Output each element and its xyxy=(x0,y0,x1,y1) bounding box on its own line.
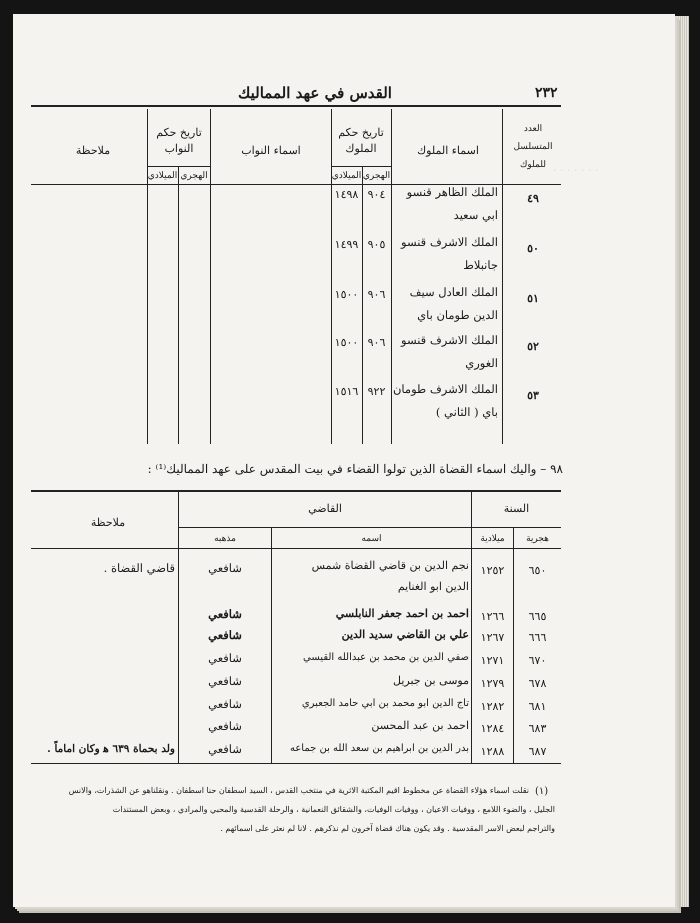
header-dep-hijri: الهجري xyxy=(180,171,208,181)
king-seq: ٥٢ xyxy=(527,340,539,353)
king-hijri: ٩٠٦ xyxy=(367,288,386,301)
king-seq: ٥٠ xyxy=(527,242,539,255)
header-hijri: هجرية xyxy=(526,534,549,544)
judge-name: علي بن القاضي سديد الدين xyxy=(341,628,469,641)
judge-miladi: ١٢٦٧ xyxy=(480,631,505,644)
header-deputies: اسماء النواب xyxy=(241,144,301,157)
footnote-marker: (١) xyxy=(535,786,549,797)
header-year: السنة xyxy=(503,502,530,515)
footnote-line: نقلت اسماء هؤلاء القضاة عن مخطوط اقيم المكتبة الاثرية في منتخب القدس ، السيد اسطفان حنا اسطفان . ونقلناهو عن الشذرات، والانس xyxy=(68,786,529,795)
king-name-line1: الملك الاشرف قنسو xyxy=(401,333,498,347)
judge-hijri: ٦٥٠ xyxy=(528,564,547,577)
king-miladi: ١٥٠٠ xyxy=(334,336,359,349)
king-seq: ٥٣ xyxy=(527,389,539,402)
judge-hijri: ٦٧٠ xyxy=(528,654,547,667)
king-name-line1: الملك الظاهر قنسو xyxy=(406,185,498,199)
header-dep-miladi: الميلادي xyxy=(147,171,178,181)
judge-hijri: ٦٦٦ xyxy=(528,631,547,644)
header-rule xyxy=(31,105,561,107)
section-heading: ٩٨ – واليك اسماء القضاة الذين تولوا القضاء في بيت المقدس على عهد المماليك⁽¹⁾ : xyxy=(147,462,563,476)
judge-hijri: ٦٨٣ xyxy=(528,722,547,735)
book-page xyxy=(13,14,675,907)
judge-name: موسى بن جبريل xyxy=(393,674,469,687)
king-name-line1: الملك الاشرف قنسو xyxy=(401,235,498,249)
bleed-through: · · · · · · · xyxy=(553,164,599,177)
king-miladi: ١٤٩٨ xyxy=(334,188,359,201)
king-hijri: ٩٠٥ xyxy=(367,238,386,251)
header-judge: القاضي xyxy=(308,502,342,515)
king-hijri: ٩٠٦ xyxy=(367,336,386,349)
header-name: اسمه xyxy=(361,534,382,544)
king-seq: ٥١ xyxy=(527,292,539,305)
judge-miladi: ١٢٨٨ xyxy=(480,745,505,758)
judge-madhhab: شافعي xyxy=(208,628,242,642)
king-name-line2: جانبلاط xyxy=(463,258,498,272)
footnote-line: الجليل ، والضوء اللامع ، ووفيات الاعيان ، ووفيات الوفيات، والشقائق النعمانية ، والرحلة القدسية والمحبي والمرادي ، وبعض المستندات xyxy=(112,805,555,814)
king-name-line2: ابي سعيد xyxy=(453,208,498,222)
header-madhhab: مذهبه xyxy=(214,534,236,544)
king-name-line1: الملك الاشرف طومان xyxy=(392,382,498,396)
judge-hijri: ٦٨٧ xyxy=(528,745,547,758)
judge-miladi: ١٢٥٢ xyxy=(480,564,505,577)
judge-madhhab: شافعي xyxy=(208,607,242,621)
header-notes: ملاحظة xyxy=(90,516,126,529)
king-miladi: ١٥٠٠ xyxy=(334,288,359,301)
header-seq-1: العدد xyxy=(523,124,543,134)
header-king-miladi: الميلادي xyxy=(331,171,362,181)
king-hijri: ٩٠٤ xyxy=(367,188,386,201)
judge-madhhab: شافعي xyxy=(208,561,242,575)
page-stack-edge xyxy=(675,16,689,907)
page-title: القدس في عهد المماليك xyxy=(238,84,392,102)
king-miladi: ١٥١٦ xyxy=(334,385,359,398)
header-dep-reign-1: تاريخ حكم xyxy=(156,126,202,139)
judge-miladi: ١٢٨٢ xyxy=(480,700,505,713)
judge-madhhab: شافعي xyxy=(208,674,242,688)
judge-name: نجم الدين بن قاضي القضاة شمس xyxy=(311,559,469,572)
judge-name: بدر الدين بن ابراهيم بن سعد الله بن جماعه xyxy=(289,743,469,754)
judge-name: صفي الدين بن محمد بن عبدالله القيسي xyxy=(303,652,469,663)
judge-madhhab: شافعي xyxy=(208,719,242,733)
judge-madhhab: شافعي xyxy=(208,697,242,711)
header-notes: ملاحظة xyxy=(75,144,111,157)
judge-note: ولد بحماة ٦٣٩ ﻫ وكان اماماً . xyxy=(47,743,175,755)
judge-name-line2: الدين ابو الغنايم xyxy=(397,580,469,593)
header-seq-2: المتسلسل xyxy=(513,142,553,152)
king-name-line2: الغوري xyxy=(465,356,498,370)
judge-name: احمد بن احمد جعفر النابلسي xyxy=(335,607,469,620)
judge-miladi: ١٢٦٦ xyxy=(480,610,505,623)
king-seq: ٤٩ xyxy=(527,192,539,205)
page-number: ٢٣٢ xyxy=(535,85,558,101)
judge-miladi: ١٢٧٩ xyxy=(480,677,505,690)
king-name-line1: الملك العادل سيف xyxy=(409,285,498,299)
header-seq-3: للملوك xyxy=(520,160,546,170)
header-dep-reign-2: النواب xyxy=(164,142,194,155)
judge-hijri: ٦٨١ xyxy=(528,700,547,713)
header-kings: اسماء الملوك xyxy=(417,144,479,157)
header-king-reign-2: الملوك xyxy=(345,142,377,155)
header-miladi: ميلادية xyxy=(480,534,505,544)
judge-name: احمد بن عبد المحسن xyxy=(371,719,469,732)
king-miladi: ١٤٩٩ xyxy=(334,238,359,251)
header-king-reign-1: تاريخ حكم xyxy=(338,126,384,139)
judge-hijri: ٦٦٥ xyxy=(528,610,547,623)
header-king-hijri: الهجري xyxy=(362,171,391,181)
king-name-line2: باي ( الثاني ) xyxy=(435,405,498,419)
king-name-line2: الدين طومان باي xyxy=(417,308,498,322)
judge-miladi: ١٢٨٤ xyxy=(480,722,505,735)
king-hijri: ٩٢٢ xyxy=(367,385,386,398)
judge-hijri: ٦٧٨ xyxy=(528,677,547,690)
footnote-line: والتراجم لبعض الاسر المقدسية . وقد يكون هناك قضاة آخرون لم نذكرهم . لانا لم نعثر على اسمائهم . xyxy=(220,824,555,833)
judge-madhhab: شافعي xyxy=(208,651,242,665)
judge-madhhab: شافعي xyxy=(208,742,242,756)
judge-name: تاج الدين ابو محمد بن ابي حامد الجعبري xyxy=(301,698,469,709)
judge-miladi: ١٢٧١ xyxy=(480,654,505,667)
judge-note: قاضي القضاة . xyxy=(103,561,175,575)
